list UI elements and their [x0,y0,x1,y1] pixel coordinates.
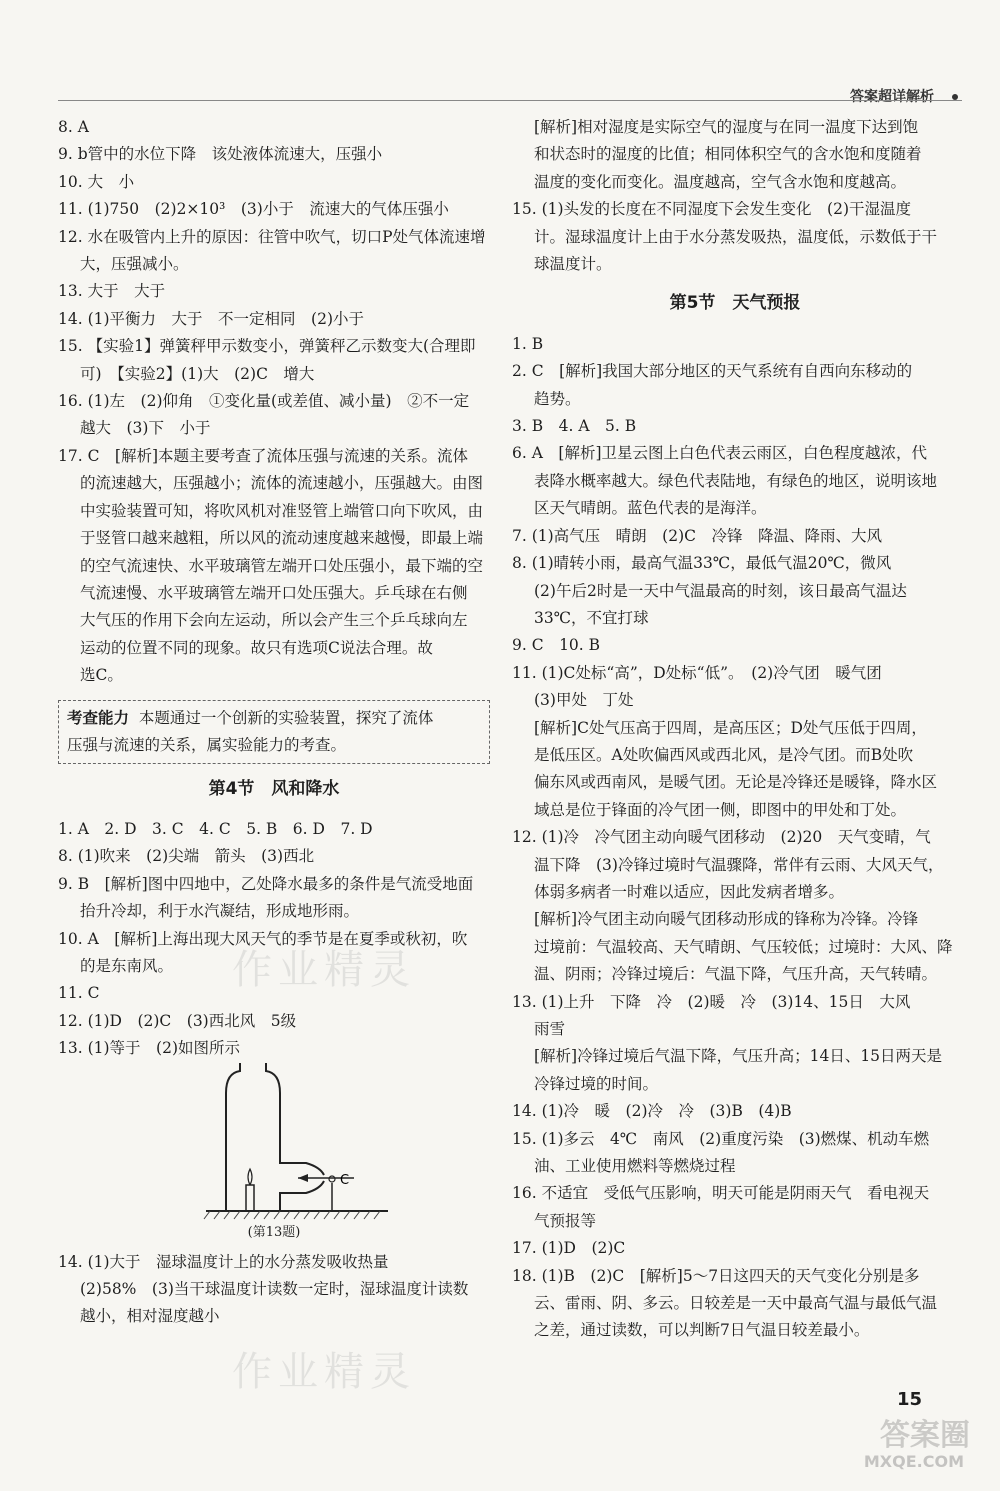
ability-note-box [58,700,490,764]
answer-line: 域总是位于锋面的冷气团一侧，即图中的甲处和丁处。 [534,800,907,819]
answer-line: 7. (1)高气压 晴朗 (2)C 冷锋 降温、降雨、大风 [512,526,882,545]
answer-line: 9. C 10. B [512,636,601,655]
answer-line: 11. C [58,984,100,1003]
answer-line: 15. (1)多云 4℃ 南风 (2)重度污染 (3)燃煤、机动车燃 [512,1129,930,1148]
answer-line: 之差，通过读数，可以判断7日气温日较差最小。 [534,1321,870,1340]
answer-line: 过境前：气温较高、天气晴朗、气压较低；过境时：大风、降 [534,937,953,956]
answer-line: 1. B [512,334,544,353]
answer-line: 区天气晴朗。蓝色代表的是海洋。 [534,499,767,518]
answer-line: 于竖管口越来越粗，所以风的流动速度越来越慢，即最上端 [80,529,484,548]
section-title-4: 第4节 风和降水 [208,778,340,799]
figure-label-c: C [340,1172,350,1188]
answer-line: 6. A [解析]卫星云图上白色代表云雨区，白色程度越浓，代 [512,444,928,463]
answer-line: 雨雪 [534,1020,566,1038]
answer-line: 13. (1)等于 (2)如图所示 [58,1039,240,1058]
answer-line: 33℃，不宜打球 [534,608,649,627]
answer-line: 运动的位置不同的现象。故只有选项C说法合理。故 [80,638,433,657]
answer-line: (2)午后2时是一天中气温最高的时刻，该日最高气温达 [534,581,907,600]
site-logo: 答案圈 [880,1418,970,1453]
answer-line: 选C。 [80,666,123,685]
ability-note-text: 压强与流速的关系，属实验能力的考查。 [67,735,347,754]
answer-line: 和状态时的湿度的比值；相同体积空气的含水饱和度随着 [534,145,922,164]
answer-line: 是低压区。A处吹偏西风或西北风，是冷气团。而B处吹 [534,745,914,764]
answer-line: 13. (1)上升 下降 冷 (2)暖 冷 (3)14、15日 大风 [512,992,911,1011]
bottle-diagram [58,1063,490,1223]
answer-line: 14. (1)冷 暖 (2)冷 冷 (3)B (4)B [512,1102,792,1121]
answer-line: 球温度计。 [534,255,612,274]
answer-line: 中实验装置可知，将吹风机对准竖管上端管口向下吹风，由 [80,501,484,520]
answer-line: 11. (1)C处标“高”，D处标“低”。 (2)冷气团 暖气团 [512,663,882,682]
answer-line: [解析]冷锋过境后气温下降，气压升高；14日、15日两天是 [534,1047,943,1066]
answer-line: 18. (1)B (2)C [解析]5～7日这四天的天气变化分别是多 [512,1266,920,1285]
bottle-figure [58,1063,490,1223]
site-logo-url: MXQE.COM [863,1452,964,1471]
answer-line: 16. 不适宜 受低气压影响，明天可能是阴雨天气 看电视天 [512,1184,930,1203]
answer-line: 8. (1)晴转小雨，最高气温33℃，最低气温20℃，微风 [512,554,892,573]
answer-line: 大，压强减小。 [80,255,189,274]
answer-line: [解析]C处气压高于四周，是高压区；D处气压低于四周， [534,718,927,737]
answer-line: 12. 水在吸管内上升的原因：往管中吹气，切口P处气体流速增 [58,227,486,246]
answer-line: 15. 【实验1】弹簧秤甲示数变小，弹簧秤乙示数变大(合理即 [58,337,476,356]
header-title: 答案超详解析 [850,89,934,105]
answer-line: 的空气流速快、水平玻璃管左端开口处压强小，最下端的空 [80,556,484,575]
answer-line: 13. 大于 大于 [58,282,166,301]
answer-line: 气流速慢、水平玻璃管左端开口处压强大。乒乓球在右侧 [80,583,468,602]
answer-line: 表降水概率越大。绿色代表陆地，有绿色的地区，说明该地 [534,471,938,490]
watermark: 作业精灵 [232,1349,416,1395]
answer-line: 9. B [解析]图中四地中，乙处降水最多的条件是气流受地面 [58,874,474,893]
answer-line: 可) 【实验2】(1)大 (2)C 增大 [80,364,315,383]
answer-line: 14. (1)平衡力 大于 不一定相同 (2)小于 [58,309,364,328]
answer-line: 2. C [解析]我国大部分地区的天气系统有自西向东移动的 [512,362,913,381]
answer-line: 体弱多病者一时难以适应，因此发病者增多。 [534,882,845,901]
answer-line: 温下降 (3)冷锋过境时气温骤降，常伴有云雨、大风天气， [534,855,944,874]
answer-line: 抬升冷却，利于水汽凝结，形成地形雨。 [80,902,360,921]
answer-line: 14. (1)大于 湿球温度计上的水分蒸发吸收热量 [58,1252,389,1271]
page-number: 15 [896,1389,922,1410]
answer-line: (3)甲处 丁处 [534,691,634,710]
section-title-5: 第5节 天气预报 [669,293,801,314]
watermark: 作业精灵 [232,947,416,993]
answer-line: 冷锋过境的时间。 [534,1074,659,1093]
answer-line: 大气压的作用下会向左运动，所以会产生三个乒乓球向左 [80,611,468,630]
answer-line: 趋势。 [534,389,581,408]
answer-line: 温、阴雨；冷锋过境后：气温下降，气压升高，天气转晴。 [534,965,938,984]
figure-caption: (第13题) [247,1224,301,1240]
header-divider [58,100,962,101]
answer-line: (2)58% (3)当干球温度计读数一定时，湿球温度计读数 [80,1280,469,1298]
answer-line: 9. b管中的水位下降 该处液体流速大，压强小 [58,145,383,164]
answer-line: 12. (1)冷 冷气团主动向暖气团移动 (2)20 天气变晴，气 [512,828,931,847]
answer-line: 10. A [解析]上海出现大风天气的季节是在夏季或秋初，吹 [58,929,468,948]
answer-line: 3. B 4. A 5. B [512,417,637,436]
right-column [512,114,958,1345]
left-column [58,114,490,1331]
answer-line: 的流速越大，压强越小；流体的流速越小，压强越大。由图 [80,474,484,493]
answer-line: 8. A [58,118,89,136]
answer-line: 计。湿球温度计上由于水分蒸发吸热，温度低，示数低于干 [534,227,938,246]
answer-line: 17. (1)D (2)C [512,1239,626,1258]
answer-line: 越大 (3)下 小于 [80,419,211,438]
answer-line: 8. (1)吹来 (2)尖端 箭头 (3)西北 [58,847,315,866]
answer-line: [解析]冷气团主动向暖气团移动形成的锋称为冷锋。冷锋 [534,910,919,929]
answer-line: 16. (1)左 (2)仰角 ①变化量(或差值、减小量) ②不一定 [58,392,470,411]
answer-line: 12. (1)D (2)C (3)西北风 5级 [58,1011,297,1030]
answer-line: 15. (1)头发的长度在不同湿度下会发生变化 (2)干湿温度 [512,200,911,219]
ability-note-label: 考查能力 [67,708,130,727]
ability-note-text: 本题通过一个创新的实验装置，探究了流体 [138,708,434,727]
answer-line: 的是东南风。 [80,956,174,975]
answer-line: 油、工业使用燃料等燃烧过程 [534,1157,736,1176]
answer-line: 越小，相对湿度越小 [80,1307,220,1326]
answer-line: 17. C [解析]本题主要考查了流体压强与流速的关系。流体 [58,446,469,465]
answer-line: 偏东风或西南风，是暖气团。无论是冷锋还是暖锋，降水区 [534,773,938,792]
answer-line: [解析]相对湿度是实际空气的湿度与在同一温度下达到饱 [534,118,919,136]
answer-line: 气预报等 [534,1211,597,1230]
answer-line: 云、雷雨、阴、多云。日较差是一天中最高气温与最低气温 [534,1294,938,1313]
answer-line: 温度的变化而变化。温度越高，空气含水饱和度越高。 [534,172,907,191]
answer-line: 11. (1)750 (2)2×10³ (3)小于 流速大的气体压强小 [58,200,449,219]
answer-line: 1. A 2. D 3. C 4. C 5. B 6. D 7. D [58,819,373,838]
answer-line: 10. 大 小 [58,172,135,191]
